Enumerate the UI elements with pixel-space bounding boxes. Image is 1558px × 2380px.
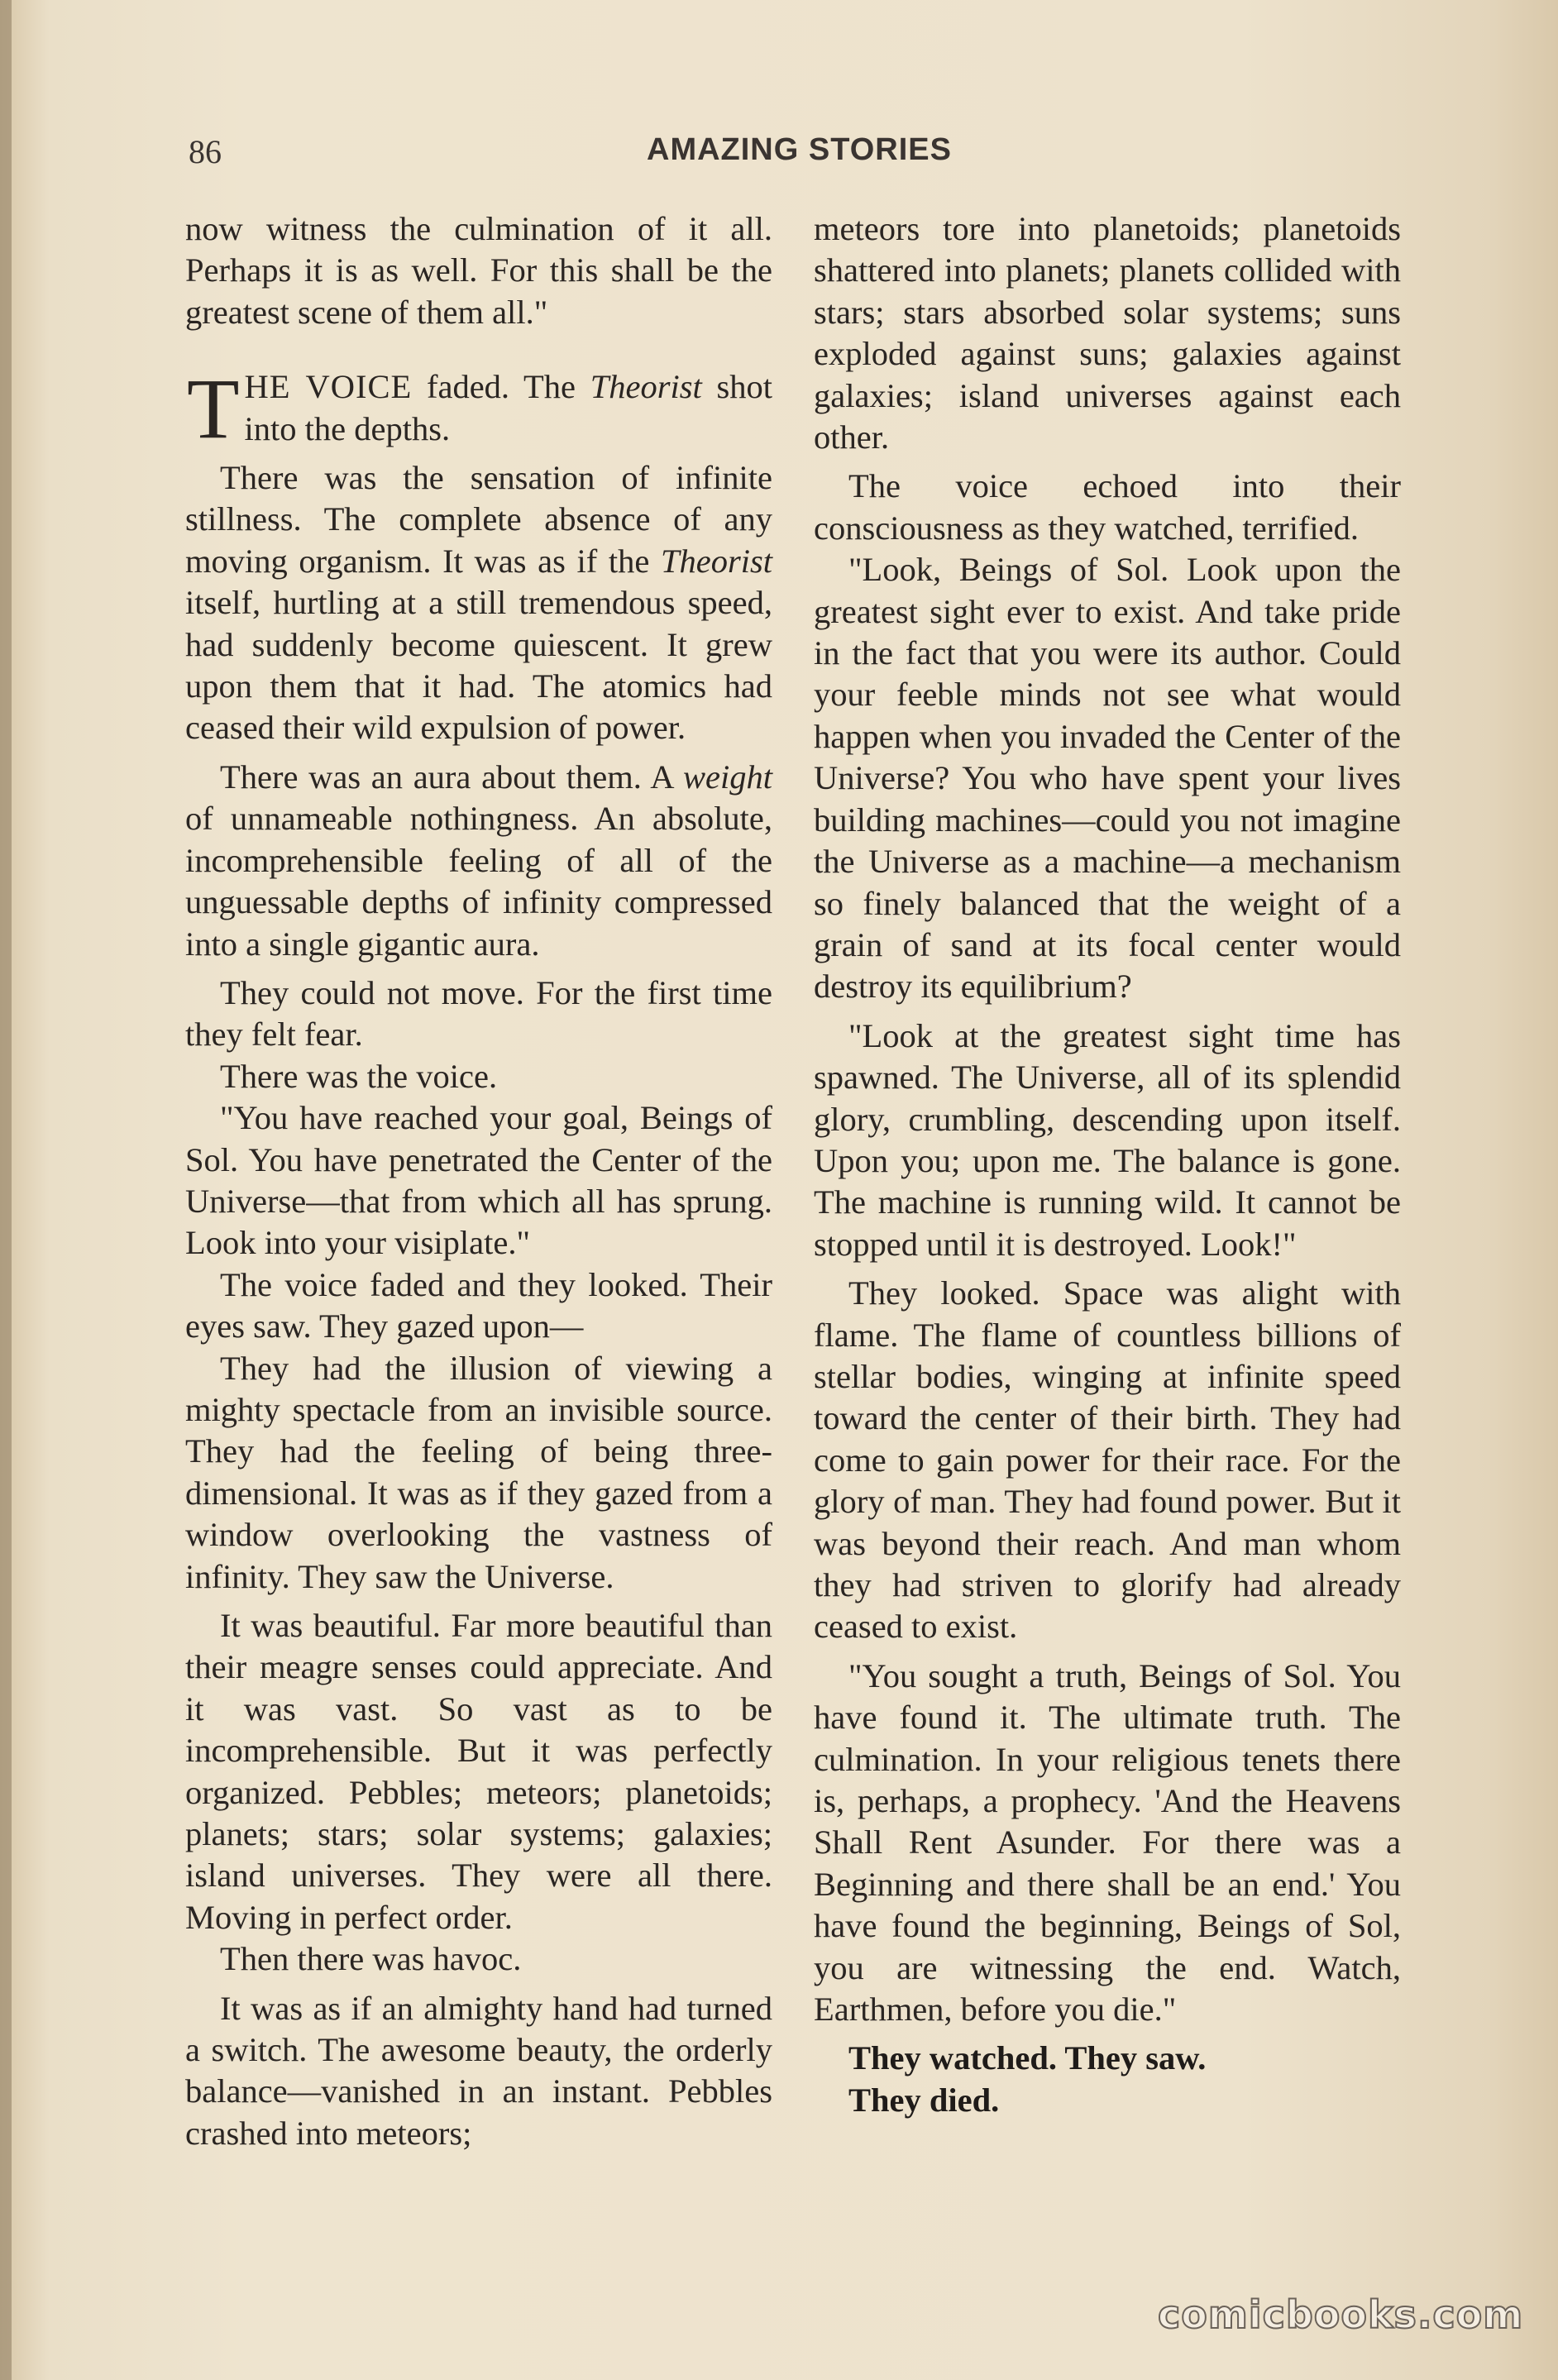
text-run: There was the sensation of infinite stillness. The complete absence of any moving organism. It was as if the xyxy=(185,459,772,580)
paragraph: They looked. Space was alight with flame. The flame of countless billions of stellar bodies, winging at infinite speed toward the center of their birth. They had come to gain power for their race. For the glory of man. They had found power. But it was beyond their reach. And man whom they had striven to glorify had already ceased to exist. xyxy=(814,1274,1401,1646)
closing-line: They died. xyxy=(848,2081,1000,2119)
ship-name: Theorist xyxy=(660,542,772,580)
paragraph: There was the voice. xyxy=(220,1057,498,1095)
drop-cap: T xyxy=(187,361,240,457)
paragraph xyxy=(185,457,772,749)
section-opening-paragraph xyxy=(185,361,773,457)
closing-line: They watched. They saw. xyxy=(848,2039,1207,2077)
text-run: There was an aura about them. A xyxy=(220,757,683,796)
text-run: of unnameable nothingness. An absolute, incomprehensible feeling of all of the unguessable depths of infinity compressed into a single gigantic aura. xyxy=(185,800,772,963)
watermark: comicbooks.com xyxy=(1158,2292,1524,2337)
small-caps-lead: HE VOICE xyxy=(244,368,413,406)
paragraph: Then there was havoc. xyxy=(220,1940,522,1978)
paragraph: meteors tore into planetoids; planetoids shattered into planets; planets collided with stars; stars absorbed solar systems; suns exploded against suns; galaxies against galaxies; island universes against each other. xyxy=(814,210,1401,456)
text-run: faded. The xyxy=(412,368,590,406)
text-run: shot into the depths. xyxy=(244,368,773,447)
emphasis: weight xyxy=(683,757,772,796)
paragraph: It was beautiful. Far more beautiful than their meagre senses could appreciate. And it was vast. So vast as to be incomprehensible. But it was perfectly organized. Pebbles; meteors; planetoids; planets; stars; solar systems; galaxies; island universes. They were all there. Moving in perfect order. xyxy=(185,1607,772,1936)
ship-name: Theorist xyxy=(590,368,702,406)
paragraph: The voice echoed into their consciousness as they watched, terrified. xyxy=(814,467,1401,547)
paragraph: "Look, Beings of Sol. Look upon the greatest sight ever to exist. And take pride in the fact that you were its author. Could your feeble minds not see what would happen when you invaded the Center of the Universe? You who have spent your lives building machines—could you not imagine the Universe as a machine—a mechanism so finely balanced that the weight of a grain of sand at its focal center would destroy its equilibrium? xyxy=(814,551,1401,1006)
paragraph: "You sought a truth, Beings of Sol. You have found it. The ultimate truth. The culmination. In your religious tenets there is, perhaps, a prophecy. 'And the Heavens Shall Rent Asunder. For there was a Beginning and there shall be an end.' You have found the beginning, Beings of Sol, you are witnessing the end. Watch, Earthmen, before you die." xyxy=(814,1656,1401,2029)
text-column-left xyxy=(185,208,772,2154)
paragraph: It was as if an almighty hand had turned a switch. The awesome beauty, the orderly balance—vanished in an instant. Pebbles crashed into meteors; xyxy=(185,1989,772,2152)
paragraph: now witness the culmination of it all. Perhaps it is as well. For this shall be the greatest scene of them all." xyxy=(185,210,772,331)
paragraph xyxy=(185,757,772,965)
text-column-right xyxy=(814,208,1401,2121)
text-run: itself, hurtling at a still tremendous speed, had suddenly become quiescent. It grew upon them that it had. The atomics had ceased their wild expulsion of power. xyxy=(185,584,772,747)
running-head: AMAZING STORIES xyxy=(647,132,952,167)
binding-edge xyxy=(0,0,12,2380)
paragraph: "Look at the greatest sight time has spawned. The Universe, all of its splendid glory, crumbling, descending upon itself. Upon you; upon me. The balance is gone. The machine is running wild. It cannot be stopped until it is destroyed. Look!" xyxy=(814,1016,1401,1263)
paragraph: They could not move. For the first time they felt fear. xyxy=(185,973,772,1054)
paragraph: They had the illusion of viewing a mighty spectacle from an invisible source. They had the feeling of being three-dimensional. It was as if they gazed from a window overlooking the vastness of infinity. They saw the Universe. xyxy=(185,1349,772,1595)
paragraph: The voice faded and they looked. Their eyes saw. They gazed upon— xyxy=(185,1265,772,1345)
paragraph: "You have reached your goal, Beings of Sol. You have penetrated the Center of the Universe—that from which all has sprung. Look into your visiplate." xyxy=(185,1099,772,1262)
page-number: 86 xyxy=(189,133,222,170)
